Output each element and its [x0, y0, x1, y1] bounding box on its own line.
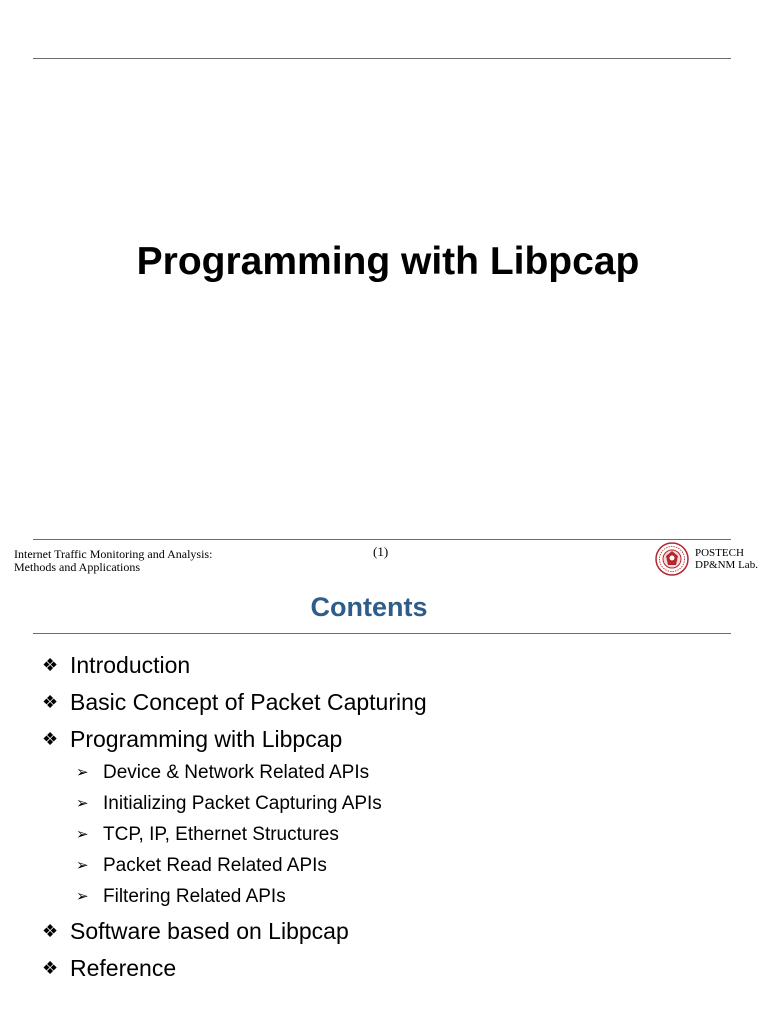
sub-list-item	[42, 788, 427, 819]
lab-name	[695, 547, 758, 571]
sub-list-item-label: Device & Network Related APIs	[103, 761, 370, 783]
course-name	[14, 548, 212, 574]
list-item-label: Software based on Libpcap	[70, 917, 349, 944]
list-item-label: Basic Concept of Packet Capturing	[70, 688, 427, 715]
list-item-label: Reference	[70, 954, 177, 981]
sub-list-item-label: TCP, IP, Ethernet Structures	[103, 823, 339, 845]
list-item-label: Programming with Libpcap	[70, 725, 343, 752]
sub-list-item-label: Filtering Related APIs	[103, 885, 286, 907]
arrow-bullet-icon: ➢	[76, 856, 89, 874]
contents-divider	[33, 633, 731, 634]
top-divider	[33, 58, 731, 59]
sub-list-item	[42, 881, 427, 912]
arrow-bullet-icon: ➢	[76, 825, 89, 843]
sub-list-item	[42, 850, 427, 881]
lab-line-2: DP&NM Lab.	[695, 559, 758, 571]
footer-divider	[33, 539, 731, 540]
sub-list-item	[42, 819, 427, 850]
slide-title: Programming with Libpcap	[136, 240, 640, 283]
diamond-bullet-icon: ❖	[42, 957, 59, 978]
postech-logo-icon	[655, 542, 689, 576]
sub-list-item-label: Packet Read Related APIs	[103, 854, 327, 876]
sub-list-item	[42, 757, 427, 788]
contents-heading: Contents	[310, 592, 428, 622]
course-line-2: Methods and Applications	[14, 560, 140, 574]
list-item	[42, 683, 427, 720]
arrow-bullet-icon: ➢	[76, 763, 89, 781]
page-number: (1)	[373, 544, 389, 559]
lab-line-1: POSTECH	[695, 547, 744, 559]
list-item	[42, 646, 427, 683]
sub-list-item-label: Initializing Packet Capturing APIs	[103, 792, 382, 814]
list-item	[42, 912, 427, 949]
list-item-label: Introduction	[70, 651, 191, 678]
diamond-bullet-icon: ❖	[42, 920, 59, 941]
diamond-bullet-icon: ❖	[42, 728, 59, 749]
list-item	[42, 720, 427, 757]
diamond-bullet-icon: ❖	[42, 691, 59, 712]
arrow-bullet-icon: ➢	[76, 887, 89, 905]
arrow-bullet-icon: ➢	[76, 794, 89, 812]
diamond-bullet-icon: ❖	[42, 654, 59, 675]
list-item	[42, 949, 427, 986]
contents-list	[42, 646, 427, 986]
course-line-1: Internet Traffic Monitoring and Analysis:	[14, 547, 213, 561]
